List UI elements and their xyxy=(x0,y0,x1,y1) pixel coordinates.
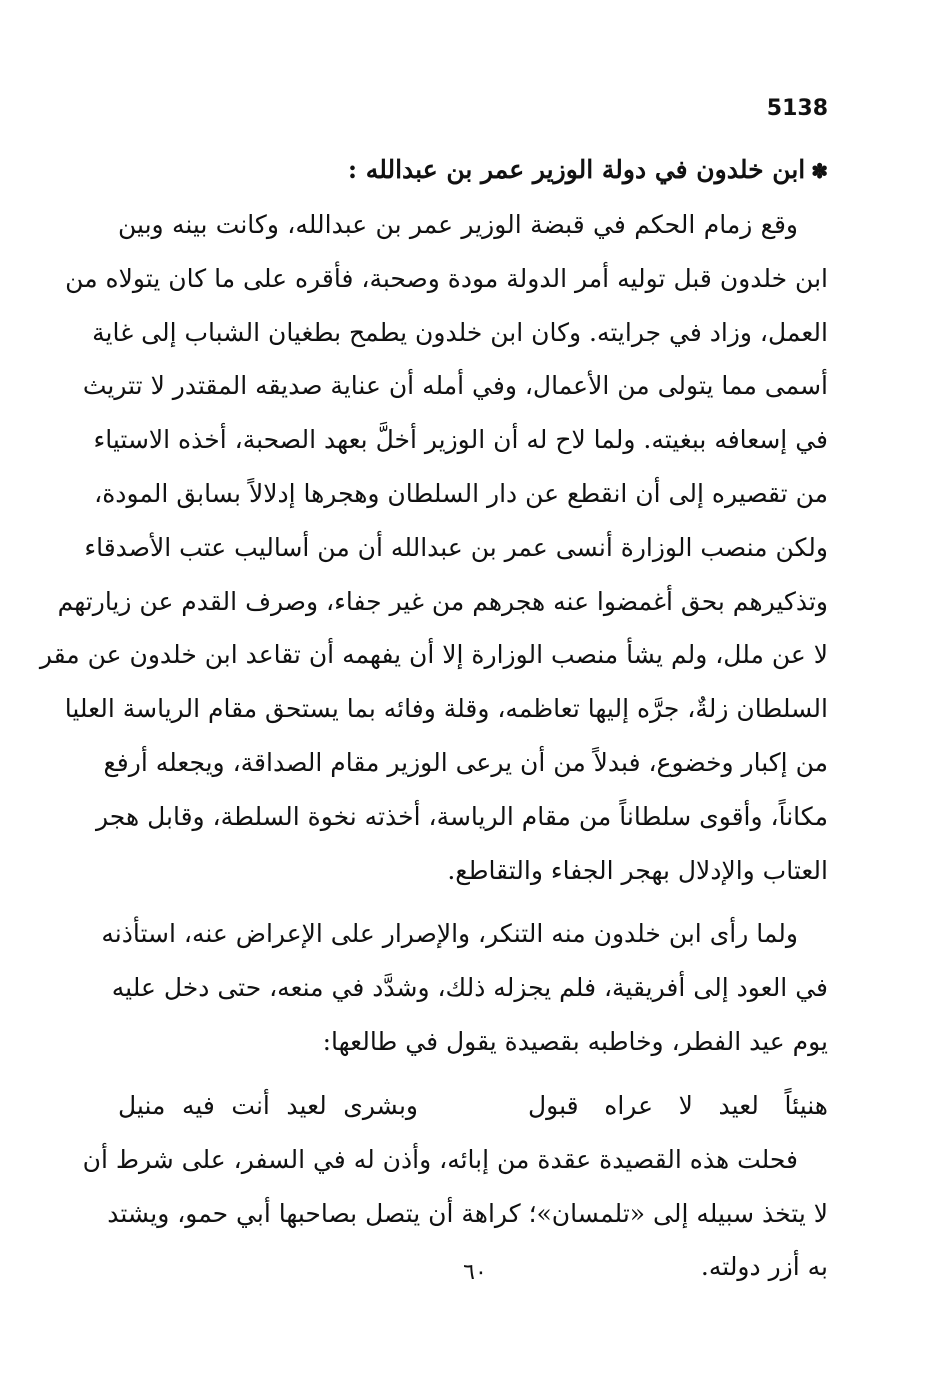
bullet-star-icon: ✽ xyxy=(811,159,828,183)
text-line: العمل، وزاد في جرايته. وكان ابن خلدون يطمح بطغيان الشباب إلى غاية xyxy=(92,317,828,347)
page-body xyxy=(39,145,828,1304)
text-line: به أزر دولته. xyxy=(700,1252,828,1282)
text-line: أسمى مما يتولى من الأعمال، وفي أمله أن عناية صديقه المقتدر لا تتريث xyxy=(82,371,828,401)
page-number-top: 5138 xyxy=(766,96,828,121)
text-line: من تقصيره إلى أن انقطع عن دار السلطان وهجرها إدلالاً بسابق المودة، xyxy=(94,478,828,508)
page-number-bottom: ٦٠ xyxy=(463,1260,487,1285)
section-heading-text: ابن خلدون في دولة الوزير عمر بن عبدالله : xyxy=(347,155,806,184)
text-line: ولكن منصب الوزارة أنسى عمر بن عبدالله أن من أساليب عتب الأصدقاء xyxy=(84,532,828,562)
text-line: لا عن ملل، ولم يشأ منصب الوزارة إلا أن يفهمه أن تقاعد ابن خلدون عن مقر xyxy=(39,640,828,670)
text-line: وتذكيرهم بحق أغمضوا عنه هجرهم من غير جفاء، وصرف القدم عن زيارتهم xyxy=(57,586,828,616)
text-line: السلطان زلةٌ، جرَّه إليها تعاظمه، وقلة وفائه بما يستحق مقام الرياسة العليا xyxy=(64,694,828,724)
text-line: في إسعافه ببغيته. ولما لاح له أن الوزير أخلَّ بعهد الصحبة، أخذه الاستياء xyxy=(93,425,828,455)
text-line: ولما رأى ابن خلدون منه التنكر، والإصرار على الإعراض عنه، استأذنه xyxy=(101,919,798,949)
text-line: وقع زمام الحكم في قبضة الوزير عمر بن عبدالله، وكانت بينه وبين xyxy=(118,210,798,239)
text-line: ابن خلدون قبل توليه أمر الدولة مودة وصحبة، فأقره على ما كان يتولاه من xyxy=(65,263,828,293)
text-line: في العود إلى أفريقية، فلم يجزله ذلك، وشدَّد في منعه، حتى دخل عليه xyxy=(111,973,828,1003)
paragraph-1 xyxy=(39,198,828,897)
text-line: من إكبار وخضوع، فبدلاً من أن يرعى الوزير مقام الصداقة، ويجعله أرفع xyxy=(103,747,828,777)
section-heading xyxy=(118,145,828,196)
verse-first-hemistich: هنيئاً لعيد لا عراه قبول xyxy=(528,1090,828,1120)
text-line: فحلت هذه القصيدة عقدة من إبائه، وأذن له في السفر، على شرط أن xyxy=(82,1144,798,1174)
text-line: مكاناً، وأقوى سلطاناً من مقام الرياسة، أخذته نخوة السلطة، وقابل هجر xyxy=(96,801,828,831)
text-line: لا يتخذ سبيله إلى «تلمسان»؛ كراهة أن يتصل بصاحبها أبي حمو، ويشتد xyxy=(107,1198,828,1228)
paragraph-2 xyxy=(101,907,828,1068)
text-line: العتاب والإدلال بهجر الجفاء والتقاطع. xyxy=(447,855,828,885)
text-line: يوم عيد الفطر، وخاطبه بقصيدة يقول في طالعها: xyxy=(322,1026,828,1056)
poem-verse xyxy=(118,1079,828,1133)
verse-second-hemistich: وبشرى لعيد أنت فيه منيل xyxy=(118,1090,418,1120)
